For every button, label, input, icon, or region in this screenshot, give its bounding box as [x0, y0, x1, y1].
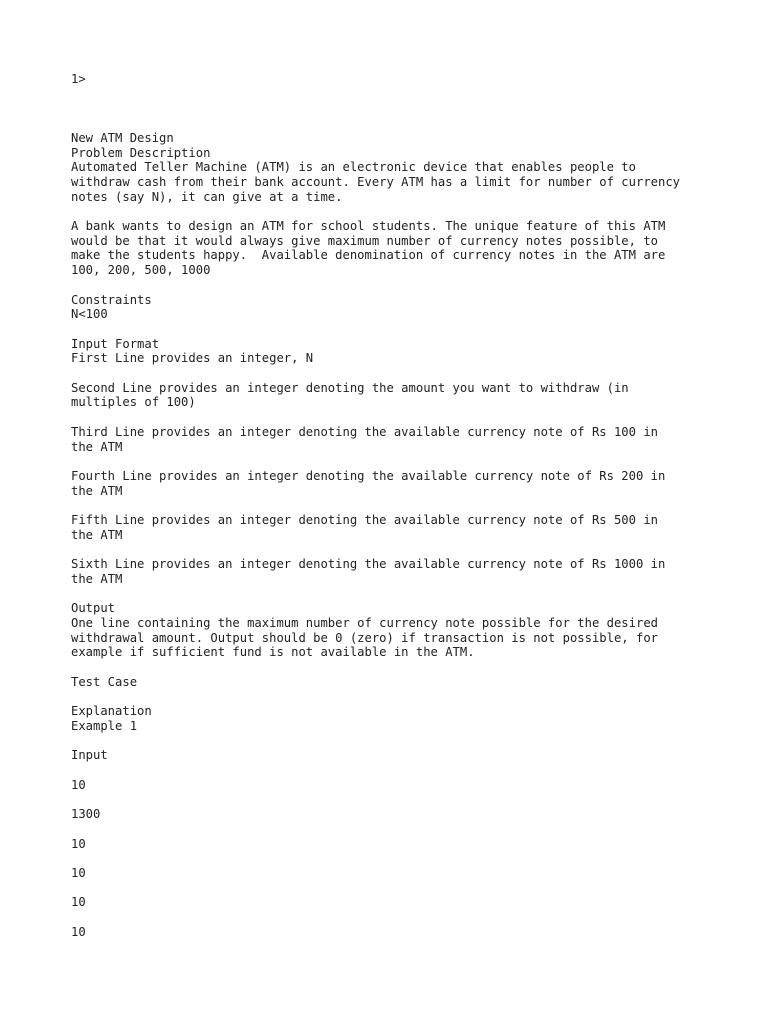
example-input-value: 10	[71, 836, 86, 851]
input-format-line-5: Fifth Line provides an integer denoting the available currency note of Rs 500 in the ATM	[71, 513, 658, 542]
constraints-value: N<100	[71, 307, 108, 322]
example-input-value: 10	[71, 865, 86, 880]
problem-heading: Problem Description	[71, 145, 211, 160]
constraints-heading: Constraints	[71, 292, 152, 307]
example-input-value: 1300	[71, 807, 101, 822]
example-input-value: 10	[71, 924, 86, 939]
input-format-line-6: Sixth Line provides an integer denoting the available currency note of Rs 1000 in the ATM	[71, 557, 666, 586]
test-case-heading: Test Case	[71, 674, 138, 689]
input-format-heading: Input Format	[71, 336, 160, 351]
output-heading: Output	[71, 601, 116, 616]
document-body	[71, 72, 731, 939]
example-input-value: 10	[71, 777, 86, 792]
explanation-heading: Explanation	[71, 704, 152, 719]
example-input-value: 10	[71, 895, 86, 910]
output-text: One line containing the maximum number of currency note possible for the desired withdrawal amount. Output should be 0 (zero) if transaction is not possible, for example if sufficient fund is not available in the ATM.	[71, 616, 658, 660]
document-title: New ATM Design	[71, 130, 174, 145]
problem-paragraph-1: Automated Teller Machine (ATM) is an electronic device that enables people to withdraw cash from their bank account. Every ATM has a limit for number of currency notes (say N), it can give at a time.	[71, 160, 681, 204]
problem-paragraph-2: A bank wants to design an ATM for school students. The unique feature of this ATM would be that it would always give maximum number of currency notes possible, to make the students happy. Available denomination of currency notes in the ATM are 100, 200, 500, 1000	[71, 219, 666, 278]
input-format-line-4: Fourth Line provides an integer denoting the available currency note of Rs 200 in the ATM	[71, 468, 666, 498]
input-format-line-3: Third Line provides an integer denoting the available currency note of Rs 100 in the ATM	[71, 424, 658, 454]
input-label: Input	[71, 748, 108, 763]
input-format-line-1: First Line provides an integer, N	[71, 351, 314, 366]
page-marker: 1>	[71, 72, 86, 86]
example-label: Example 1	[71, 718, 138, 733]
input-format-line-2: Second Line provides an integer denoting the amount you want to withdraw (in multiples of 100)	[71, 380, 629, 410]
